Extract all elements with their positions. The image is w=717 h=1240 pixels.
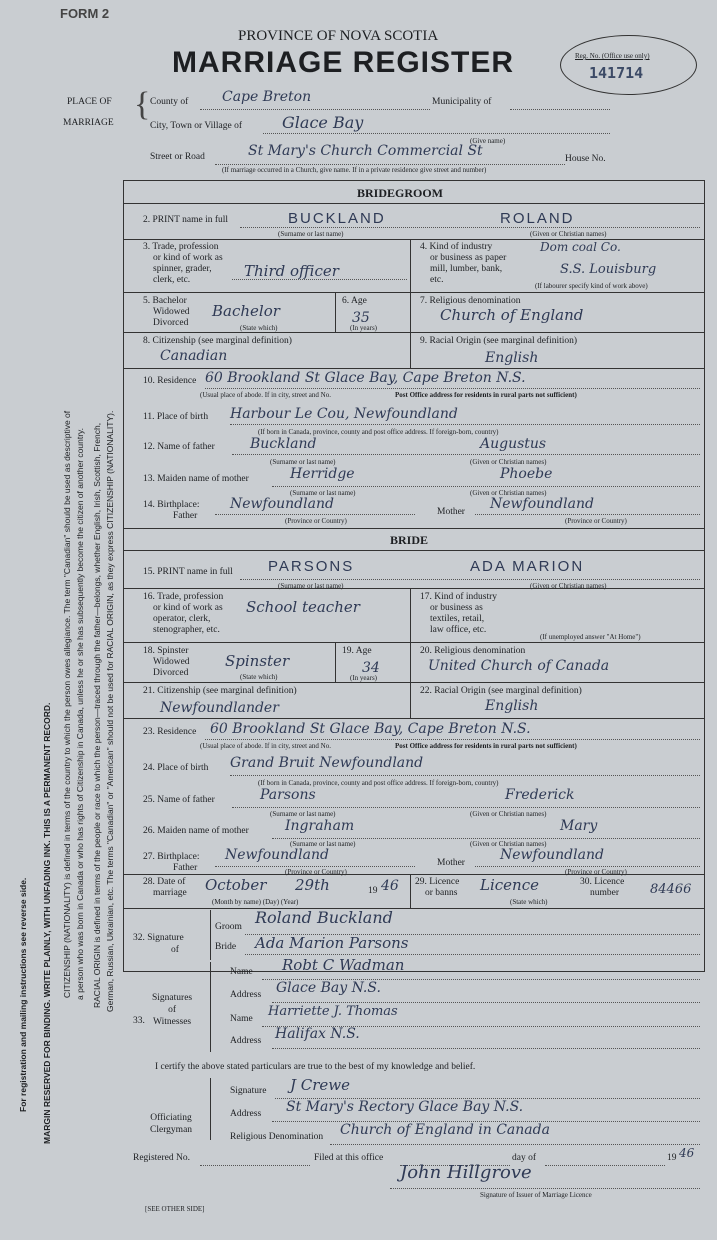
- q21-label: 21. Citizenship (see marginal definition): [143, 686, 297, 696]
- groom-given: ROLAND: [500, 210, 575, 227]
- q16-label: 16. Trade, profession or kind of work as operator, clerk, stenographer, etc.: [143, 592, 224, 635]
- bride-father-given: Frederick: [505, 787, 575, 803]
- q26-label: 26. Maiden name of mother: [143, 826, 249, 836]
- bride-birth-note: (If born in Canada, province, county and post office address. If foreign-born, country): [258, 779, 499, 787]
- city-value: Glace Bay: [282, 113, 364, 132]
- bride-father-surname-note: (Surname or last name): [270, 810, 336, 818]
- clergy-address-label: Address: [230, 1109, 262, 1119]
- groom-age: 35: [352, 310, 370, 326]
- clergy-denom-label: Religious Denomination: [230, 1132, 324, 1142]
- birth-note: (If born in Canada, province, county and post office address. If foreign-born, country): [258, 428, 499, 436]
- bride-heading: BRIDE: [390, 533, 429, 547]
- q25-label: 25. Name of father: [143, 795, 215, 805]
- clergy-signature: J Crewe: [290, 1076, 351, 1094]
- filed-label: Filed at this office: [314, 1153, 384, 1163]
- labourer-note: (If labourer specify kind of work above): [535, 282, 648, 290]
- province-note-1: (Province or Country): [285, 517, 347, 525]
- marriage-label: MARRIAGE: [63, 118, 114, 128]
- province-note-2: (Province or Country): [565, 517, 627, 525]
- bride-status: Spinster: [225, 652, 290, 670]
- unemployed-note: (If unemployed answer "At Home"): [540, 633, 641, 641]
- filed-year-prefix: 19: [667, 1153, 677, 1163]
- bride-sig-label: Bride: [215, 942, 237, 952]
- groom-religion: Church of England: [440, 306, 584, 324]
- bride-residence: 60 Brookland St Glace Bay, Cape Breton N.S.: [210, 721, 531, 737]
- bride-given-note: (Given or Christian names): [530, 582, 607, 590]
- give-name-note: (Give name): [470, 137, 506, 145]
- groom-citizenship: Canadian: [160, 348, 228, 364]
- place-note: (If marriage occurred in a Church, give name. If in a private residence give street and number): [222, 166, 487, 174]
- witness-1-name: Robt C Wadman: [282, 956, 405, 974]
- groom-birthplace: Harbour Le Cou, Newfoundland: [230, 406, 458, 422]
- w1-address-label: Address: [230, 990, 262, 1000]
- bride-mother-given-note: (Given or Christian names): [470, 840, 547, 848]
- registered-label: Registered No.: [133, 1153, 190, 1163]
- bride-signature: Ada Marion Parsons: [255, 934, 409, 952]
- page-title: MARRIAGE REGISTER: [172, 46, 515, 79]
- q28-label: 28. Date of marriage: [143, 877, 187, 898]
- bride-father: Parsons: [260, 787, 316, 803]
- margin-citizenship-2: a person who was born in Canada or who has rights of Citizenship in Canada, unless he or she has subsequently become the citizen of another country.: [75, 427, 85, 1000]
- bride-mother-surname-note: (Surname or last name): [290, 840, 356, 848]
- q17-label: 17. Kind of industry or business as textiles, retail, law office, etc.: [420, 592, 498, 635]
- bride-mother: Ingraham: [285, 818, 355, 834]
- groom-father-birthplace: Newfoundland: [230, 496, 334, 512]
- groom-industry-1: Dom coal Co.: [540, 240, 621, 254]
- licence-state-which: (State which): [510, 898, 548, 906]
- bridegroom-heading: BRIDEGROOM: [357, 186, 444, 200]
- marriage-month: October: [205, 876, 267, 894]
- q8-label: 8. Citizenship (see marginal definition): [143, 336, 292, 346]
- groom-origin: English: [485, 350, 539, 366]
- groom-father: Buckland: [250, 436, 317, 452]
- bride-age: 34: [362, 660, 380, 676]
- bride-father-given-note: (Given or Christian names): [470, 810, 547, 818]
- issuer-signature: John Hillgrove: [400, 1162, 532, 1183]
- q14-label: 14. Birthplace: Father: [143, 500, 200, 521]
- street-label: Street or Road: [150, 152, 205, 162]
- witness-2-name: Harriette J. Thomas: [268, 1004, 398, 1019]
- licence-type: Licence: [480, 876, 539, 894]
- groom-mother-birthplace: Newfoundland: [490, 496, 594, 512]
- q4-label: 4. Kind of industry or business as paper mill, lumber, bank, etc.: [420, 242, 507, 285]
- q24-label: 24. Place of birth: [143, 763, 209, 773]
- groom-father-given: Augustus: [480, 436, 547, 452]
- filed-year: 46: [679, 1146, 695, 1160]
- reg-no-value: 141714: [589, 64, 644, 82]
- father-given-note: (Given or Christian names): [470, 458, 547, 466]
- clergy-signature-label: Signature: [230, 1086, 267, 1096]
- margin-racial-1: RACIAL ORIGIN is defined in terms of the people or race to which the person—traced through the father—belongs, whether English, Irish, Scottish, French,: [92, 422, 102, 1008]
- bride-surname: PARSONS: [268, 558, 355, 575]
- bride-province-note-1: (Province or Country): [285, 868, 347, 876]
- q3-label: 3. Trade, profession or kind of work as spinner, grader, clerk, etc.: [143, 242, 223, 285]
- form-number: FORM 2: [60, 6, 110, 21]
- residence-note-2: Post Office address for residents in rural parts not sufficient): [395, 391, 577, 399]
- county-value: Cape Breton: [222, 89, 312, 105]
- residence-note: (Usual place of abode. If in city, street and No.: [200, 391, 331, 399]
- groom-industry-2: S.S. Louisburg: [560, 262, 657, 277]
- w2-name-label: Name: [230, 1014, 253, 1024]
- q5-label: 5. Bachelor Widowed Divorced: [143, 296, 190, 328]
- bride-birthplace: Grand Bruit Newfoundland: [230, 755, 424, 771]
- q7-label: 7. Religious denomination: [420, 296, 521, 306]
- bride-origin: English: [485, 698, 539, 714]
- street-value: St Mary's Church Commercial St: [248, 143, 483, 159]
- mother-given-note: (Given or Christian names): [470, 489, 547, 497]
- county-label: County of: [150, 97, 189, 107]
- q23-label: 23. Residence: [143, 727, 197, 737]
- q32-label: 32. Signature of: [133, 933, 184, 955]
- w1-name-label: Name: [230, 967, 253, 977]
- margin-racial-2: German, Russian, Ukrainian, etc. The terms "Canadian" or "American" should not be used for RACIAL ORIGIN, as they express CITIZENSHIP (NATIONALITY).: [105, 410, 115, 1012]
- father-surname-note: (Surname or last name): [270, 458, 336, 466]
- bride-mother-given: Mary: [560, 818, 598, 834]
- bride-father-birthplace: Newfoundland: [225, 847, 329, 863]
- officiating-label: Officiating Clergyman: [150, 1113, 193, 1135]
- mother-surname-note: (Surname or last name): [290, 489, 356, 497]
- groom-mother-given: Phoebe: [500, 466, 553, 482]
- bride-surname-note: (Surname or last name): [278, 582, 344, 590]
- groom-status: Bachelor: [212, 302, 280, 320]
- q6-label: 6. Age: [342, 296, 367, 306]
- city-label: City, Town or Village of: [150, 121, 242, 131]
- witness-2-address: Halifax N.S.: [275, 1026, 360, 1042]
- q13-label: 13. Maiden name of mother: [143, 474, 249, 484]
- mother-label: Mother: [437, 507, 465, 517]
- margin-binding: MARGIN RESERVED FOR BINDING. WRITE PLAINLY, WITH UNFADING INK. THIS IS A PERMANENT RECORD.: [42, 702, 52, 1144]
- groom-residence: 60 Brookland St Glace Bay, Cape Breton N.S.: [205, 370, 526, 386]
- groom-mother: Herridge: [290, 466, 355, 482]
- margin-citizenship-1: CITIZENSHIP (NATIONALITY) is defined in terms of the country to which the person owes allegiance. The term "Canadian" should be used as descriptive of: [62, 410, 72, 998]
- w2-address-label: Address: [230, 1036, 262, 1046]
- q11-label: 11. Place of birth: [143, 412, 209, 422]
- municipality-label: Municipality of: [432, 97, 492, 107]
- house-label: House No.: [565, 154, 606, 164]
- bride-trade: School teacher: [246, 598, 360, 616]
- date-note: (Month by name) (Day) (Year): [212, 898, 299, 906]
- groom-sig-label: Groom: [215, 922, 242, 932]
- q15-label: 15. PRINT name in full: [143, 567, 233, 577]
- q12-label: 12. Name of father: [143, 442, 215, 452]
- q22-label: 22. Racial Origin (see marginal definition): [420, 686, 582, 696]
- brace: {: [134, 86, 151, 123]
- surname-note: (Surname or last name): [278, 230, 344, 238]
- witnesses-label: Signatures of Witnesses: [152, 993, 193, 1027]
- given-note: (Given or Christian names): [530, 230, 607, 238]
- clergy-denomination: Church of England in Canada: [340, 1122, 550, 1138]
- groom-signature: Roland Buckland: [255, 908, 393, 927]
- bride-religion: United Church of Canada: [428, 658, 610, 674]
- q18-label: 18. Spinster Widowed Divorced: [143, 646, 190, 678]
- q30-label: 30. Licence number: [580, 877, 625, 898]
- marriage-year: 46: [381, 878, 399, 894]
- q9-label: 9. Racial Origin (see marginal definition): [420, 336, 578, 346]
- q33-label: 33.: [133, 1016, 145, 1026]
- in-years-note: (In years): [350, 324, 378, 332]
- q20-label: 20. Religious denomination: [420, 646, 526, 656]
- q10-label: 10. Residence: [143, 376, 197, 386]
- day-of-label: day of: [512, 1153, 537, 1163]
- bride-province-note-2: (Province or Country): [565, 868, 627, 876]
- reg-no-label: Reg. No. (Office use only): [575, 52, 650, 60]
- witness-1-address: Glace Bay N.S.: [276, 980, 381, 996]
- bride-mother-birthplace: Newfoundland: [500, 847, 604, 863]
- clergy-address: St Mary's Rectory Glace Bay N.S.: [286, 1099, 524, 1115]
- bride-res-note-2: Post Office address for residents in rural parts not sufficient): [395, 742, 577, 750]
- state-which-note: (State which): [240, 324, 278, 332]
- licence-number: 84466: [650, 882, 692, 897]
- place-of-label: PLACE OF: [67, 97, 112, 107]
- q19-label: 19. Age: [342, 646, 372, 656]
- reg-no-stamp: [560, 35, 697, 95]
- year-prefix: 19: [368, 886, 378, 896]
- marriage-day: 29th: [295, 876, 330, 894]
- bride-citizenship: Newfoundlander: [160, 700, 279, 716]
- bride-given: ADA MARION: [470, 558, 585, 575]
- certify-text: I certify the above stated particulars are true to the best of my knowledge and belief.: [155, 1062, 476, 1072]
- province-heading: PROVINCE OF NOVA SCOTIA: [238, 28, 439, 44]
- issuer-label: Signature of Issuer of Marriage Licence: [480, 1191, 592, 1199]
- see-other-side: [SEE OTHER SIDE]: [145, 1205, 205, 1213]
- bride-res-note: (Usual place of abode. If in city, street and No.: [200, 742, 331, 750]
- q29-label: 29. Licence or banns: [415, 877, 460, 898]
- groom-surname: BUCKLAND: [288, 210, 386, 227]
- groom-trade: Third officer: [244, 262, 339, 280]
- bride-in-years: (In years): [350, 674, 378, 682]
- q2-label: 2. PRINT name in full: [143, 215, 229, 225]
- bride-state-which: (State which): [240, 673, 278, 681]
- margin-instructions: For registration and mailing instructions see reverse side.: [18, 877, 28, 1112]
- bride-mother-label: Mother: [437, 858, 465, 868]
- q27-label: 27. Birthplace: Father: [143, 852, 200, 873]
